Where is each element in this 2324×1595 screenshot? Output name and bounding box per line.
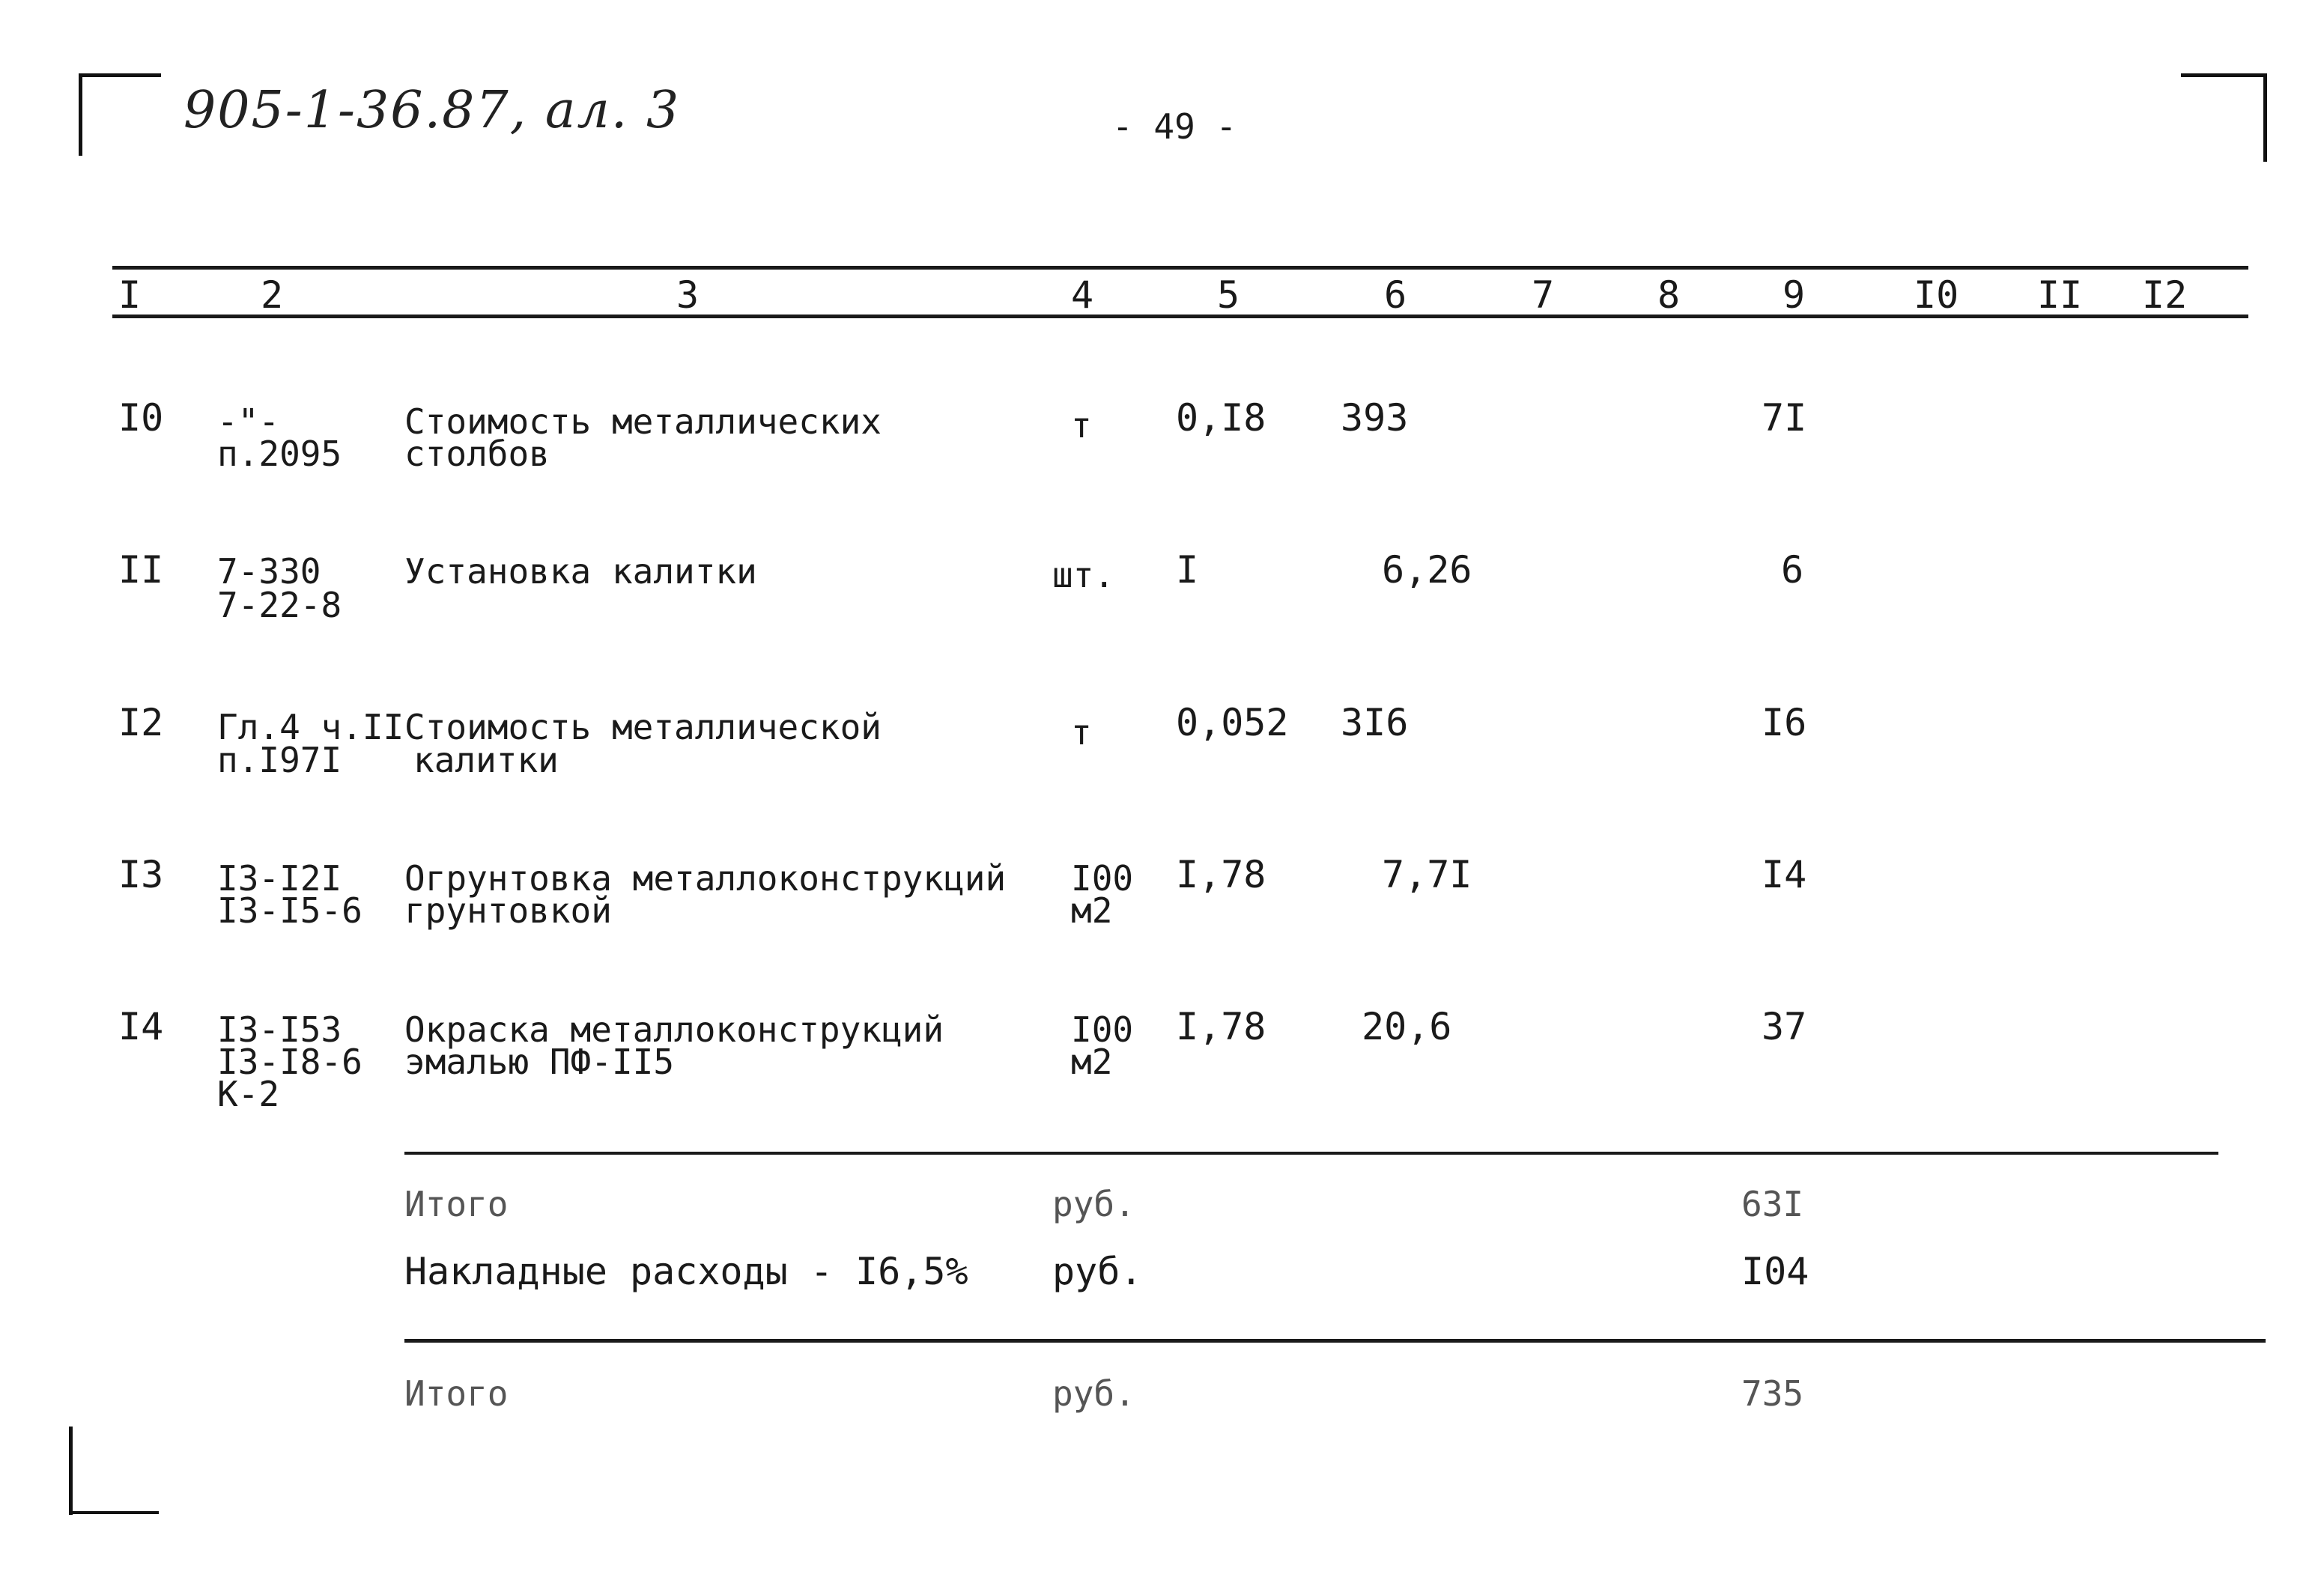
row-code-line: К-2 — [217, 1074, 280, 1114]
column-header-3: 3 — [676, 273, 700, 317]
column-header-4: 4 — [1071, 273, 1094, 317]
grand-total-value: 735 — [1741, 1373, 1804, 1414]
summary-top-rule — [404, 1152, 2218, 1155]
row-code-line: I3-I53 — [217, 1009, 342, 1050]
overhead-value: I04 — [1741, 1250, 1809, 1293]
row-code-line: п.2095 — [217, 434, 342, 474]
overhead-label: Накладные расходы - I6,5% — [404, 1250, 968, 1293]
row-unit: м2 — [1071, 1042, 1113, 1082]
overhead-unit: руб. — [1052, 1250, 1143, 1293]
row-number: I0 — [118, 396, 164, 440]
document-code: 905-1-36.87, ал. 3 — [183, 81, 681, 140]
row-unit: м2 — [1071, 890, 1113, 931]
row-total: 7I — [1762, 396, 1807, 440]
row-unit-price: 3I6 — [1341, 701, 1409, 744]
corner-mark-bottom-left-h — [69, 1511, 159, 1514]
row-unit-price: 20,6 — [1362, 1005, 1452, 1048]
column-header-8: 8 — [1657, 273, 1681, 317]
row-unit-price: 7,7I — [1382, 853, 1472, 896]
row-quantity: 0,052 — [1176, 701, 1289, 744]
column-header-10: I0 — [1914, 273, 1959, 317]
row-quantity: I,78 — [1176, 853, 1266, 896]
row-code-line: I3-I2I — [217, 858, 342, 899]
corner-mark-top-right-h — [2181, 73, 2267, 77]
row-code-line: -"- — [217, 401, 280, 442]
subtotal-value: 63I — [1741, 1184, 1804, 1224]
row-total: 37 — [1762, 1005, 1807, 1048]
row-code-line: 7-22-8 — [217, 585, 342, 625]
corner-mark-top-left-h — [79, 73, 161, 77]
corner-mark-top-right-v — [2263, 73, 2267, 162]
row-description-line: столбов — [404, 434, 550, 474]
table-header-top-rule — [112, 266, 2248, 270]
row-description-line: Стоимость металлических — [404, 401, 882, 442]
row-code-line: I3-I5-6 — [217, 890, 362, 931]
subtotal-label: Итого — [404, 1184, 509, 1224]
row-unit: т — [1071, 712, 1092, 753]
row-total: I6 — [1762, 701, 1807, 744]
column-header-5: 5 — [1217, 273, 1240, 317]
row-unit: шт. — [1052, 555, 1115, 595]
column-header-12: I2 — [2142, 273, 2188, 317]
row-code-line: Гл.4 ч.II — [217, 707, 404, 747]
row-unit: т — [1071, 405, 1092, 446]
row-description-line: Стоимость металлической — [404, 707, 882, 747]
row-quantity: I,78 — [1176, 1005, 1266, 1048]
column-header-6: 6 — [1384, 273, 1407, 317]
column-header-2: 2 — [261, 273, 284, 317]
page-number: - 49 - — [1112, 106, 1237, 147]
row-description-line: калитки — [413, 740, 559, 780]
row-number: I4 — [118, 1005, 164, 1048]
row-number: I3 — [118, 853, 164, 896]
row-code-line: I3-I8-6 — [217, 1042, 362, 1082]
row-total: I4 — [1762, 853, 1807, 896]
row-number: I2 — [118, 701, 164, 744]
row-description-line: эмалью ПФ-II5 — [404, 1042, 675, 1082]
subtotal-unit: руб. — [1052, 1184, 1135, 1224]
column-header-9: 9 — [1783, 273, 1806, 317]
row-description-line: Установка калитки — [404, 551, 757, 592]
corner-mark-bottom-left-v — [69, 1427, 73, 1515]
row-code-line: п.I97I — [217, 740, 342, 780]
row-total: 6 — [1781, 548, 1804, 592]
row-code-line: 7-330 — [217, 551, 321, 592]
row-description-line: Окраска металлоконструкций — [404, 1009, 944, 1050]
row-description-line: Огрунтовка металлоконструкций — [404, 858, 1007, 899]
grand-total-label: Итого — [404, 1373, 509, 1414]
column-header-11: II — [2037, 273, 2083, 317]
grand-total-unit: руб. — [1052, 1373, 1135, 1414]
row-unit: I00 — [1071, 1009, 1134, 1050]
row-unit: I00 — [1071, 858, 1134, 899]
row-description-line: грунтовкой — [404, 890, 612, 931]
row-quantity: I — [1176, 548, 1199, 592]
summary-bottom-rule — [404, 1339, 2266, 1343]
row-unit-price: 6,26 — [1382, 548, 1472, 592]
row-quantity: 0,I8 — [1176, 396, 1266, 440]
row-unit-price: 393 — [1341, 396, 1409, 440]
column-header-7: 7 — [1532, 273, 1555, 317]
row-number: II — [118, 548, 164, 592]
corner-mark-top-left-v — [79, 73, 82, 156]
column-header-1: I — [118, 273, 142, 317]
